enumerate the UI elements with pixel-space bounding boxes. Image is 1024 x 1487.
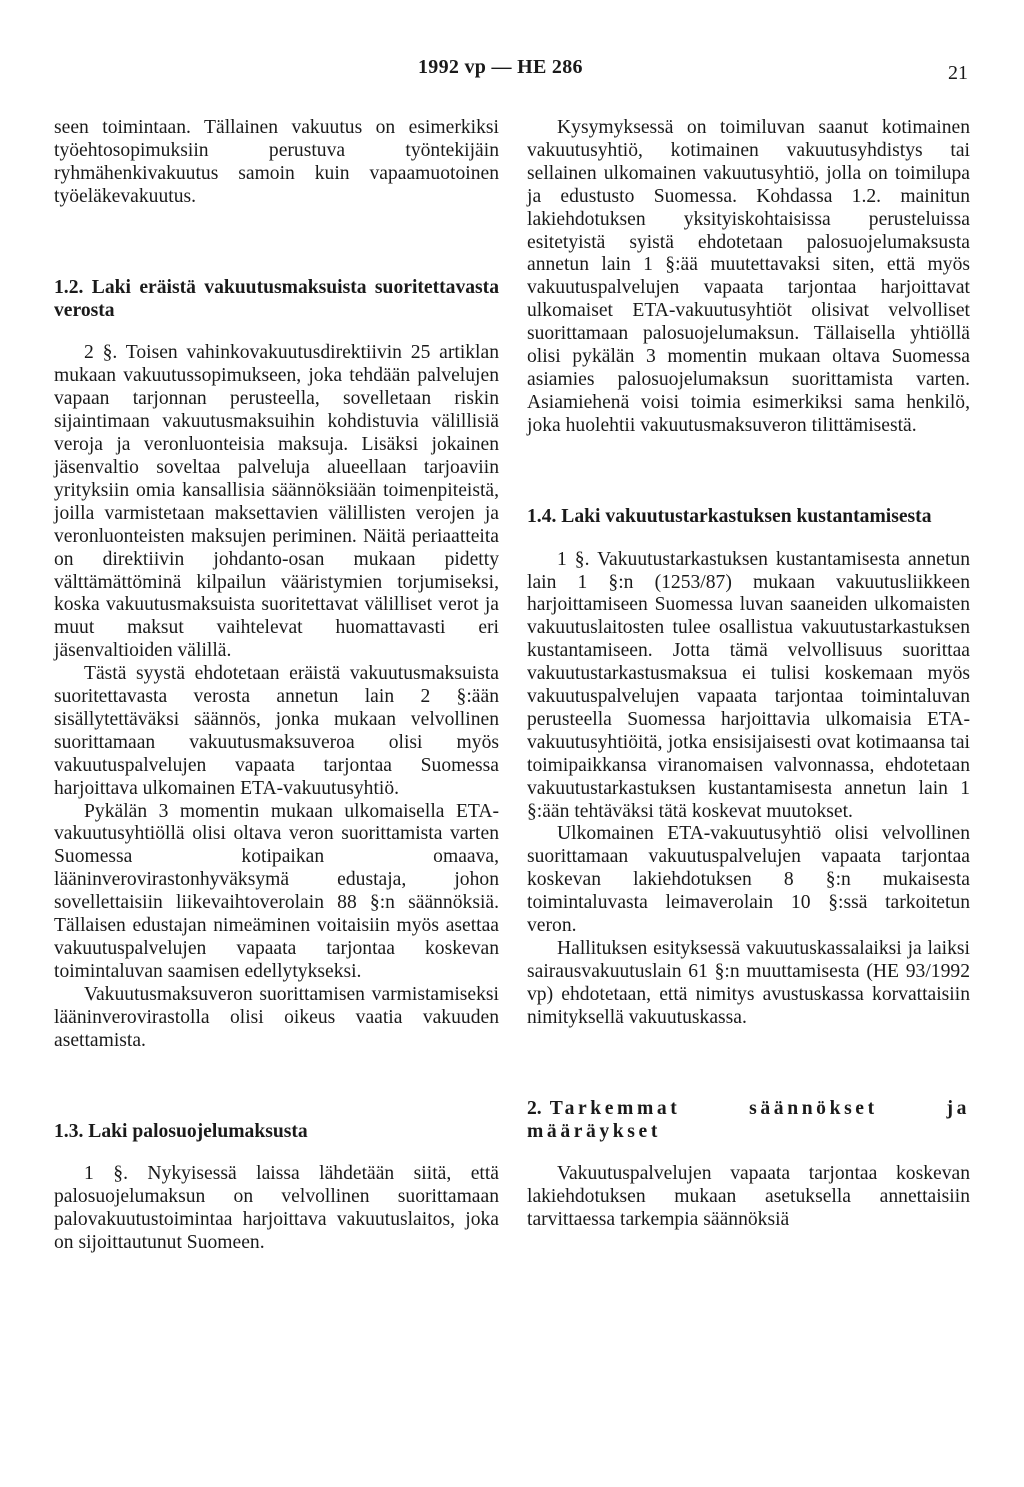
continuation-paragraph: Kysymyksessä on toimiluvan saanut kotimainen vakuutusyhtiö, kotimainen vakuutusyhdistys tai sellainen ulkomainen vakuutusyhtiö, jolla on toimilupa ja edustusto Suomessa. Kohdassa 1.2. mainitun lakiehdotuksen yksityiskohtaisissa perusteluissa esitetyistä syistä ehdotetaan palosuojelumaksusta annetun lain 1 §:ää muutettavaksi siten, että myös vakuutuspalvelujen vapaata tarjontaa harjoittavat ulkomaiset ETA-vakuutusyhtiöt olisivat velvolliset suorittamaan palosuojelumaksun. Tällaisella yhtiöllä olisi pykälän 3 momentin mukaan oltava Suomessa asiamies palosuojelumaksun suorittamista varten. Asiamiehenä voisi toimia esimerkiksi sama henkilö, joka huolehtii vakuutusmaksuveron tilittämisestä. bbox=[527, 117, 970, 436]
section-1-2-paragraph: Tästä syystä ehdotetaan eräistä vakuutusmaksuista suoritettavasta verosta annetun lain 2 §:ään sisällytettäväksi säännös, jonka mukaan velvollinen suorittamaan vakuutusmaksuveroa olisi myös vakuutuspalvelujen vapaata tarjontaa Suomessa harjoittava ulkomainen ETA-vakuutusyhtiö. bbox=[54, 663, 499, 799]
section-1-4-paragraph: Hallituksen esityksessä vakuutuskassalaiksi ja laiksi sairausvakuutuslain 61 §:n muuttamisesta (HE 93/1992 vp) ehdotetaan, että nimitys avustuskassa korvattaisiin nimityksellä vakuutuskassa. bbox=[527, 938, 970, 1028]
section-1-4-paragraph: 1 §. Vakuutustarkastuksen kustantamisesta annetun lain 1 §:n (1253/87) mukaan vakuutusliikkeen harjoittamiseen Suomessa luvan saaneiden ulkomaisten vakuutuslaitosten tulee osallistua vakuutustarkastuksen kustantamiseen. Jotta tämä velvollisuus suorittaa vakuutustarkastusmaksua ei tulisi koskemaan myös vakuutuspalvelujen vapaata tarjontaa toimintaluvan perusteella Suomessa harjoittavia ulkomaisia ETA-vakuutusyhtiöitä, jotka ensisijaisesti ovat kotimaansa tai toimipaikkansa viranomaisen valvonnassa, ehdotetaan vakuutustarkastuksen kustantamisesta annetun lain 1 §:ään tehtäväksi tätä koskevat muutokset. bbox=[527, 548, 970, 822]
section-2-heading bbox=[527, 1098, 970, 1144]
section-2-title: Tarkemmat säännökset ja määräykset bbox=[527, 1097, 970, 1142]
section-1-2-paragraph: 2 §. Toisen vahinkovakuutusdirektiivin 25 artiklan mukaan vakuutussopimukseen, joka tehdään palvelujen vapaan tarjonnan perusteella, sovelletaan riskin sijaintimaan vakuutusmaksuihin kohdistuvia välillisiä veroja ja veronluonteisia maksuja. Lisäksi jokainen jäsenvaltio soveltaa palveluja alueellaan tarjoaviin yrityksiin omia kansallisia säännöksiään toimenpiteistä, joilla varmistetaan maksettavien välillisten verojen ja veronluonteisten maksujen periminen. Näitä periaatteita on direktiivin johdanto-osan mukaan pidetty välttämättöminä kilpailun vääristymien torjumiseksi, koska vakuutusmaksuista suoritettavat välilliset verot ja muut maksut vaihtelevat huomattavasti eri jäsenvaltioiden välillä. bbox=[54, 342, 499, 662]
page-number: 21 bbox=[948, 62, 968, 84]
intro-paragraph: seen toimintaan. Tällainen vakuutus on esimerkiksi työehtosopimuksiin perustuva työntekijäin ryhmähenkivakuutus samoin kuin vapaamuotoinen työeläkevakuutus. bbox=[54, 117, 499, 207]
section-1-4-paragraph: Ulkomainen ETA-vakuutusyhtiö olisi velvollinen suorittamaan vakuutuspalvelujen vapaata tarjontaa koskevan lakiehdotuksen 8 §:n mukaisesta toimintaluvasta leimaverolain 10 §:ssä tarkoitetun veron. bbox=[527, 823, 970, 937]
section-1-2-paragraph: Vakuutusmaksuveron suorittamisen varmistamiseksi lääninverovirastolla olisi oikeus vaatia vakuuden asettamista. bbox=[54, 983, 499, 1051]
page-header bbox=[0, 56, 1024, 86]
section-2-paragraph: Vakuutuspalvelujen vapaata tarjontaa koskevan lakiehdotuksen mukaan asetuksella annettaisiin tarvittaessa tarkempia säännöksiä bbox=[527, 1163, 970, 1231]
section-1-3-heading: 1.3. Laki palosuojelumaksusta bbox=[54, 1120, 308, 1142]
section-1-2-heading: 1.2. Laki eräistä vakuutusmaksuista suoritettavasta verosta bbox=[54, 276, 499, 321]
section-1-2-paragraph: Pykälän 3 momentin mukaan ulkomaisella ETA-vakuutusyhtiöllä olisi oltava veron suorittamista varten Suomessa kotipaikan omaava, lääninverovirastonhyväksymä edustaja, johon sovellettaisiin liikevaihtoverolain 88 §:n säännöksiä. Tällaisen edustajan nimeäminen voitaisiin myös asettaa vakuutuspalvelujen vapaata tarjontaa koskevan toimintaluvan saamisen edellytykseksi. bbox=[54, 800, 499, 982]
section-1-4-heading: 1.4. Laki vakuutustarkastuksen kustantamisesta bbox=[527, 505, 932, 527]
document-title: 1992 vp — HE 286 bbox=[418, 56, 583, 78]
right-column bbox=[527, 117, 970, 1232]
section-2-number: 2. bbox=[527, 1097, 542, 1119]
section-1-3-paragraph: 1 §. Nykyisessä laissa lähdetään siitä, että palosuojelumaksun on velvollinen suorittamaan palovakuutustoimintaa harjoittava vakuutuslaitos, joka on sijoittautunut Suomeen. bbox=[54, 1163, 499, 1254]
left-column bbox=[54, 117, 499, 1255]
